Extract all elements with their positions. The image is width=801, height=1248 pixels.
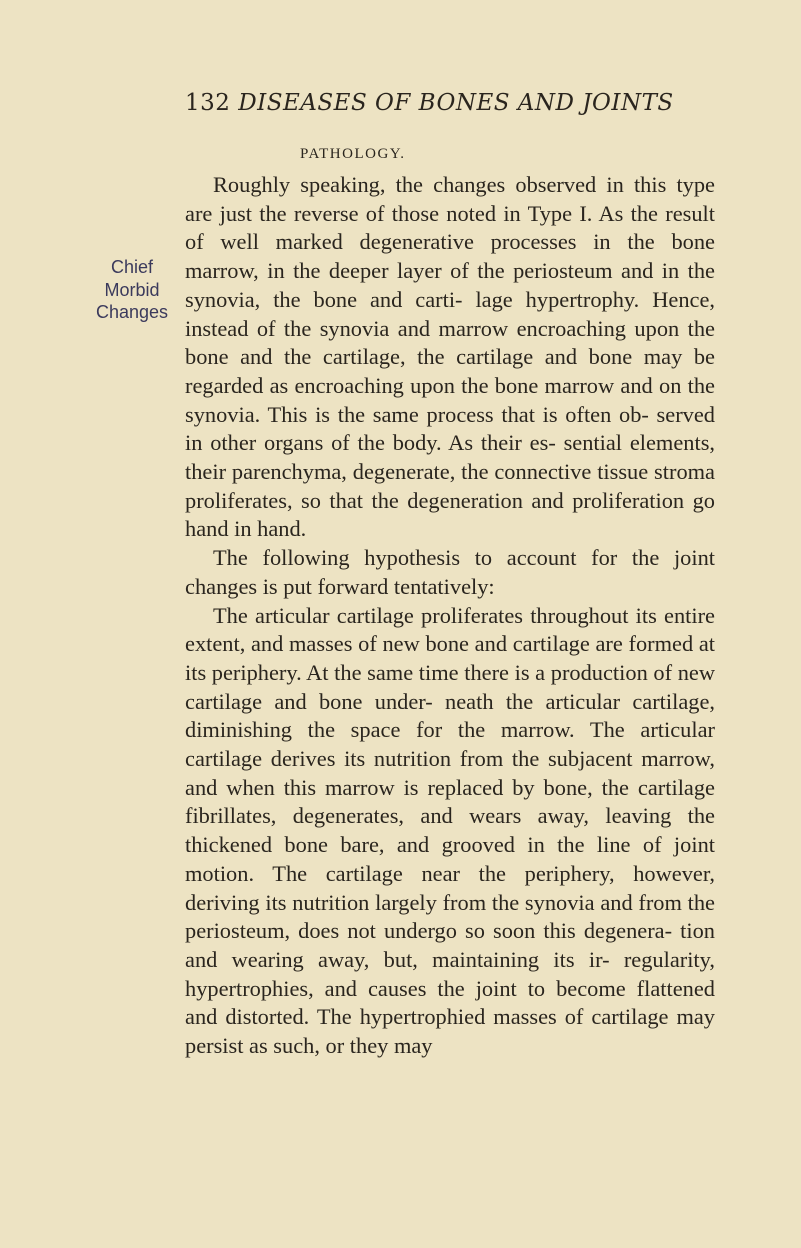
paragraph: The following hypothesis to account for the joint changes is put forward tentatively:: [185, 545, 715, 599]
page-number: 132: [185, 90, 231, 116]
margin-sidenote: [86, 256, 178, 324]
sidenote-line: Changes: [95, 302, 169, 322]
body-text: [185, 171, 715, 1061]
sidenote-line: Morbid: [104, 279, 160, 300]
paragraph: The articular cartilage proliferates throughout its entire extent, and masses of new bone and cartilage are formed at its periphery. At the same time there is a production of new cartilage and bone under- neath the articular cartilage, diminishing the space for the marrow. The articular cartilage derives its nutrition from the subjacent marrow, and when this marrow is replaced by bone, the cartilage fibrillates, degenerates, and wears away, leaving the thickened bone bare, and grooved in the line of joint motion. The cartilage near the periphery, however, deriving its nutrition largely from the synovia and from the periosteum, does not undergo so soon this degenera- tion and wearing away, but, maintaining its ir- regularity, hypertrophies, and causes the joint to become flattened and distorted. The hypertrophied masses of cartilage may persist as such, or they may: [185, 602, 715, 1059]
sidenote-line: Chief: [110, 257, 154, 277]
running-head-title: DISEASES OF BONES AND JOINTS: [238, 90, 674, 116]
running-head: [185, 90, 725, 116]
paragraph: Roughly speaking, the changes observed in this type are just the reverse of those noted in Type I. As the result of well marked degenerative processes in the bone marrow, in the deeper layer of the periosteum and in the synovia, the bone and carti- lage hypertrophy. Hence, instead of the synovia and marrow encroaching upon the bone and the cartilage, the cartilage and bone may be regarded as encroaching upon the bone marrow and on the synovia. This is the same process that is often ob- served in other organs of the body. As their es- sential elements, their parenchyma, degenerate, the connective tissue stroma proliferates, so that the degeneration and proliferation go hand in hand.: [185, 172, 715, 542]
section-heading: PATHOLOGY.: [300, 146, 406, 162]
